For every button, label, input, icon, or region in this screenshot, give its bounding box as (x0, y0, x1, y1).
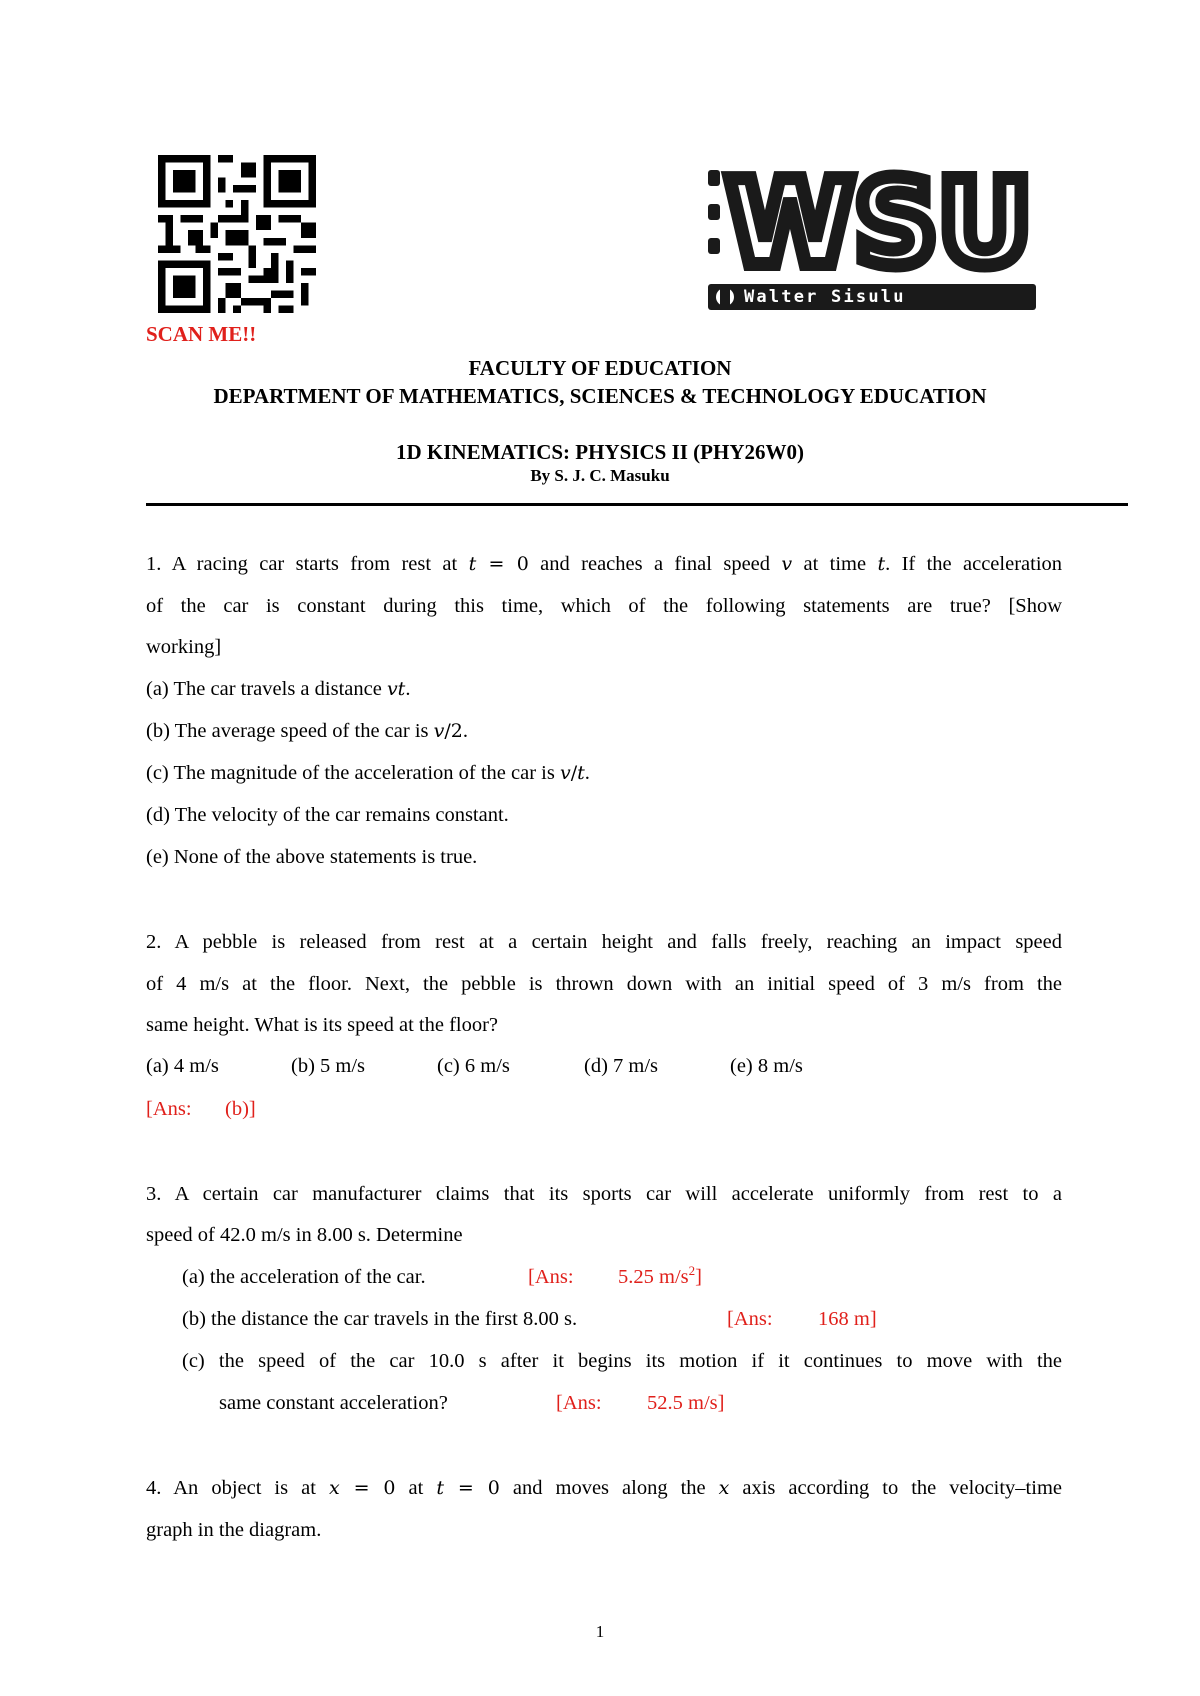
q1-option-a: (a) The car travels a distance vt. (146, 678, 411, 700)
q2-line-2: of 4 m/s at the floor. Next, the pebble is thrown down with an initial speed of 3 m/s from the (146, 973, 1062, 995)
q2-answer-value: (b)] (225, 1098, 256, 1120)
q1-line-3: working] (146, 636, 222, 658)
wsu-logo-subtitle: Walter Sisulu University (744, 287, 906, 333)
q4-line-1: 4. An object is at x = 0 at t = 0 and moves along the x axis according to the velocity–time (146, 1477, 1062, 1499)
q3-line-1: 3. A certain car manufacturer claims that its sports car will accelerate uniformly from rest to a (146, 1183, 1062, 1205)
document-title: 1D KINEMATICS: PHYSICS II (PHY26W0) (396, 440, 804, 464)
q4-line-2: graph in the diagram. (146, 1519, 322, 1541)
q2-line-3: same height. What is its speed at the floor? (146, 1014, 499, 1036)
q2-option-a: (a) 4 m/s (146, 1055, 219, 1077)
q2-option-b: (b) 5 m/s (291, 1055, 366, 1077)
qr-code-icon (158, 155, 316, 313)
wsu-logo-mark (708, 168, 1036, 276)
q3-part-c-answer-value: 52.5 m/s] (647, 1392, 725, 1414)
q1-option-d: (d) The velocity of the car remains constant. (146, 804, 509, 826)
q3-part-b: (b) the distance the car travels in the first 8.00 s. (182, 1308, 578, 1330)
q2-option-d: (d) 7 m/s (584, 1055, 659, 1077)
author-line: By S. J. C. Masuku (530, 466, 670, 485)
q2-option-e: (e) 8 m/s (730, 1055, 803, 1077)
q1-line-2: of the car is constant during this time, which of the following statements are true? [Show (146, 595, 1062, 617)
scan-me-label: SCAN ME!! (146, 322, 257, 346)
q1-line-1: 1. A racing car starts from rest at t = 0 and reaches a final speed v at time t. If the acceleration (146, 553, 1063, 575)
q3-part-a: (a) the acceleration of the car. (182, 1266, 426, 1288)
page-number: 1 (595, 1622, 605, 1641)
wsu-logo-bar (708, 284, 1036, 333)
q3-part-b-answer-label: [Ans: (727, 1308, 773, 1330)
q3-part-c-line-1: (c) the speed of the car 10.0 s after it begins its motion if it continues to move with the (182, 1350, 1062, 1372)
q1-option-b: (b) The average speed of the car is v/2. (146, 720, 468, 742)
q3-part-c-line-2: same constant acceleration? (219, 1392, 448, 1414)
q1-option-e: (e) None of the above statements is true. (146, 846, 478, 868)
faculty-heading: FACULTY OF EDUCATION (468, 356, 732, 380)
q3-line-2: speed of 42.0 m/s in 8.00 s. Determine (146, 1224, 463, 1246)
q1-option-c: (c) The magnitude of the acceleration of the car is v/t. (146, 762, 590, 784)
wsu-logo (708, 168, 1036, 333)
header-divider (146, 503, 1128, 506)
q2-option-c: (c) 6 m/s (437, 1055, 510, 1077)
wsu-logo-letters: WSU (726, 168, 1032, 276)
q3-part-a-answer-label: [Ans: (528, 1266, 574, 1288)
q2-line-1: 2. A pebble is released from rest at a certain height and falls freely, reaching an impact speed (146, 931, 1062, 953)
q2-answer-label: [Ans: (146, 1098, 192, 1120)
department-heading: DEPARTMENT OF MATHEMATICS, SCIENCES & TECHNOLOGY EDUCATION (213, 384, 987, 408)
q3-part-c-answer-label: [Ans: (556, 1392, 602, 1414)
q3-part-a-answer-value: 5.25 $m/s^2$] (618, 1263, 702, 1288)
q3-part-b-answer-value: 168 m] (818, 1308, 877, 1330)
